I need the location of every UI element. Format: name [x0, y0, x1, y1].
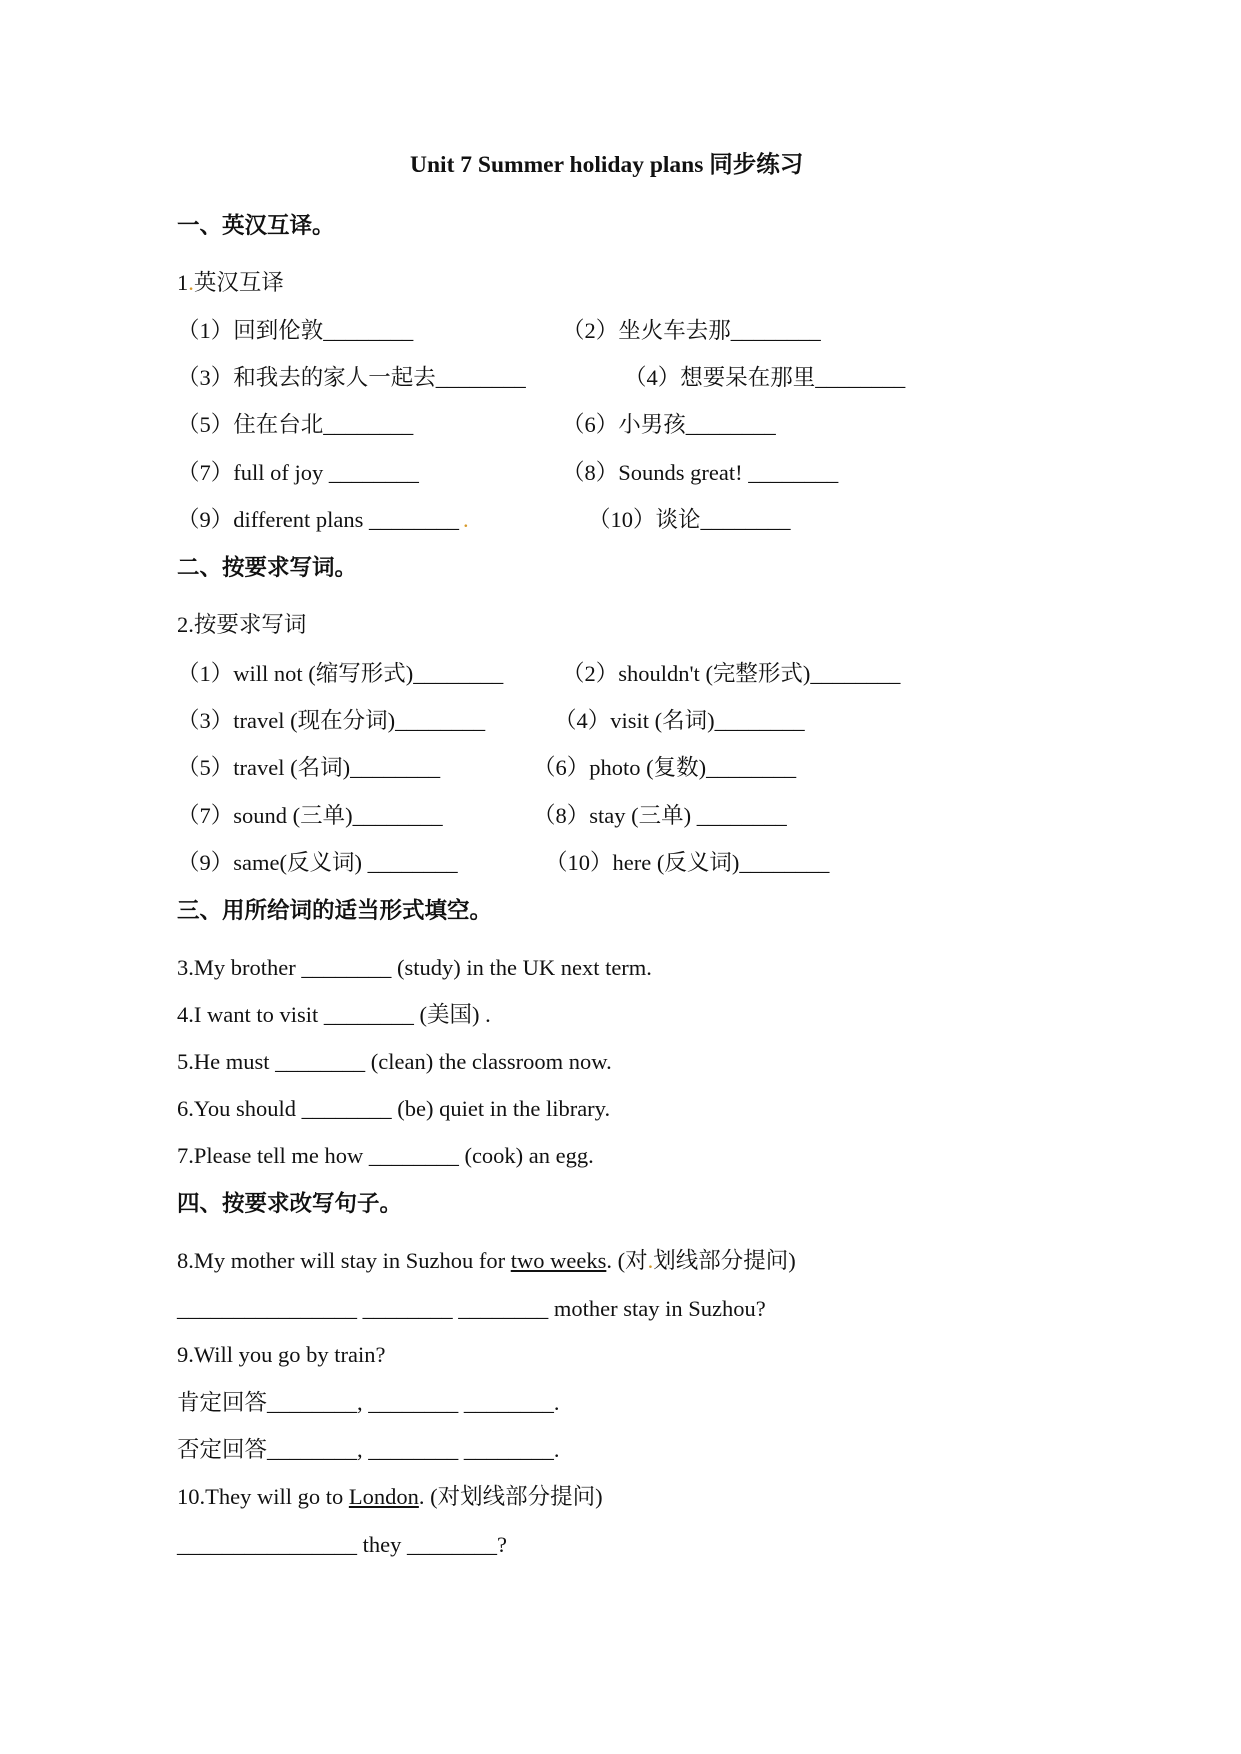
edit-mark: .: [188, 270, 194, 295]
s1-item-8: （8）Sounds great! ________: [562, 460, 839, 485]
s1-item-5: （5）住在台北________: [177, 412, 414, 437]
underlined-text: two weeks: [510, 1248, 607, 1273]
question-8-post: 划线部分提问): [653, 1248, 796, 1273]
s1-item-6: （6）小男孩________: [562, 412, 776, 437]
s1-item-7: （7）full of joy ________: [177, 460, 419, 485]
s1-item-3: （3）和我去的家人一起去________: [177, 365, 526, 390]
s2-item-5: （5）travel (名词)________: [177, 755, 441, 780]
s2-item-1: （1）will not (缩写形式)________: [177, 661, 504, 686]
question-1-title: [177, 268, 284, 298]
question-8: [177, 1246, 796, 1276]
question-10-answer-line: ________________ they ________?: [177, 1532, 507, 1557]
section-3-heading: 三、用所给词的适当形式填空。: [177, 898, 493, 923]
question-10: [177, 1482, 603, 1512]
question-5: 5.He must ________ (clean) the classroom now.: [177, 1049, 612, 1074]
section-4-heading: 四、按要求改写句子。: [177, 1191, 403, 1216]
question-10-pre: 10.They will go to: [177, 1484, 349, 1509]
question-2-title: 2.按要求写词: [177, 612, 307, 637]
question-8-pre: 8.My mother will stay in Suzhou for: [177, 1248, 511, 1273]
underlined-text: London: [348, 1484, 419, 1509]
s1-item-1: （1）回到伦敦________: [177, 318, 414, 343]
s1-item-9: [177, 505, 469, 535]
s2-item-9: （9）same(反义词) ________: [177, 850, 458, 875]
question-3: 3.My brother ________ (study) in the UK next term.: [177, 955, 652, 980]
question-7: 7.Please tell me how ________ (cook) an egg.: [177, 1143, 594, 1168]
question-9-no-answer: 否定回答________, ________ ________.: [177, 1437, 560, 1462]
s2-item-4: （4）visit (名词)________: [554, 708, 805, 733]
question-9: 9.Will you go by train?: [177, 1342, 386, 1367]
s2-item-8: （8）stay (三单) ________: [533, 803, 787, 828]
s1-item-9-text: （9）different plans ________: [177, 507, 460, 532]
section-2-heading: 二、按要求写词。: [177, 555, 358, 580]
section-1-heading: 一、英汉互译。: [177, 213, 335, 238]
s2-item-2: （2）shouldn't (完整形式)________: [562, 661, 901, 686]
edit-mark: .: [647, 1248, 654, 1273]
s2-item-3: （3）travel (现在分词)________: [177, 708, 486, 733]
question-4: 4.I want to visit ________ (美国) .: [177, 1002, 491, 1027]
question-6: 6.You should ________ (be) quiet in the library.: [177, 1096, 611, 1121]
question-8-answer-line: ________________ ________ ________ mother stay in Suzhou?: [177, 1296, 766, 1321]
question-8-mid: . (对: [606, 1248, 648, 1273]
s2-item-7: （7）sound (三单)________: [177, 803, 443, 828]
question-1-number: 1: [177, 270, 189, 295]
s1-item-4: （4）想要呆在那里________: [624, 365, 906, 390]
page-title: Unit 7 Summer holiday plans 同步练习: [410, 152, 804, 178]
question-10-post: . (对划线部分提问): [418, 1484, 603, 1509]
question-1-text: 英汉互译: [193, 270, 284, 295]
edit-mark: .: [463, 507, 469, 532]
question-9-yes-answer: 肯定回答________, ________ ________.: [177, 1390, 560, 1415]
s2-item-6: （6）photo (复数)________: [533, 755, 797, 780]
s1-item-2: （2）坐火车去那________: [562, 318, 821, 343]
s2-item-10: （10）here (反义词)________: [545, 850, 830, 875]
s1-item-10: （10）谈论________: [588, 507, 791, 532]
